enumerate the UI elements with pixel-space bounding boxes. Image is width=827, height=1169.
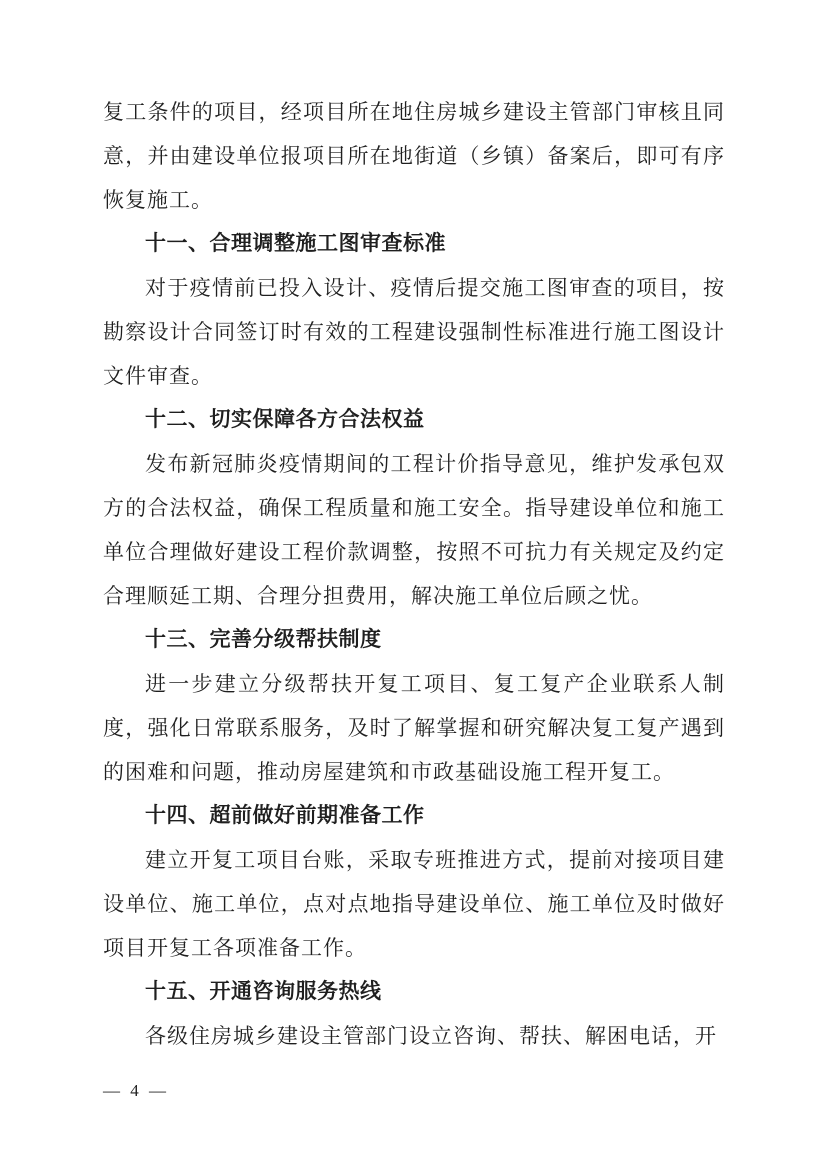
body-paragraph: 进一步建立分级帮扶开复工项目、复工复产企业联系人制度，强化日常联系服务，及时了解掌握和研究解决复工复产遇到的困难和问题，推动房屋建筑和市政基础设施工程开复工。 (103, 672, 725, 784)
section-heading-11: 十一、合理调整施工图审查标准 (145, 232, 446, 255)
body-paragraph: 复工条件的项目，经项目所在地住房城乡建设主管部门审核且同意，并由建设单位报项目所在地街道（乡镇）备案后，即可有序恢复施工。 (103, 100, 725, 212)
section-heading-15: 十五、开通咨询服务热线 (145, 980, 382, 1003)
section-heading-14: 十四、超前做好前期准备工作 (145, 804, 425, 827)
section-heading-13: 十三、完善分级帮扶制度 (145, 628, 382, 651)
page-footer (103, 1080, 169, 1102)
document-body (103, 90, 725, 1058)
body-paragraph: 发布新冠肺炎疫情期间的工程计价指导意见，维护发承包双方的合法权益，确保工程质量和施工安全。指导建设单位和施工单位合理做好建设工程价款调整，按照不可抗力有关规定及约定合理顺延工期、合理分担费用，解决施工单位后顾之忧。 (103, 452, 725, 608)
section-heading-12: 十二、切实保障各方合法权益 (145, 408, 425, 431)
body-paragraph: 各级住房城乡建设主管部门设立咨询、帮扶、解困电话，开 (145, 1024, 717, 1048)
body-paragraph: 对于疫情前已投入设计、疫情后提交施工图审查的项目，按勘察设计合同签订时有效的工程建设强制性标准进行施工图设计文件审查。 (103, 276, 725, 388)
body-paragraph: 建立开复工项目台账，采取专班推进方式，提前对接项目建设单位、施工单位，点对点地指导建设单位、施工单位及时做好项目开复工各项准备工作。 (103, 848, 725, 960)
page-number: — 4 — (103, 1081, 169, 1100)
